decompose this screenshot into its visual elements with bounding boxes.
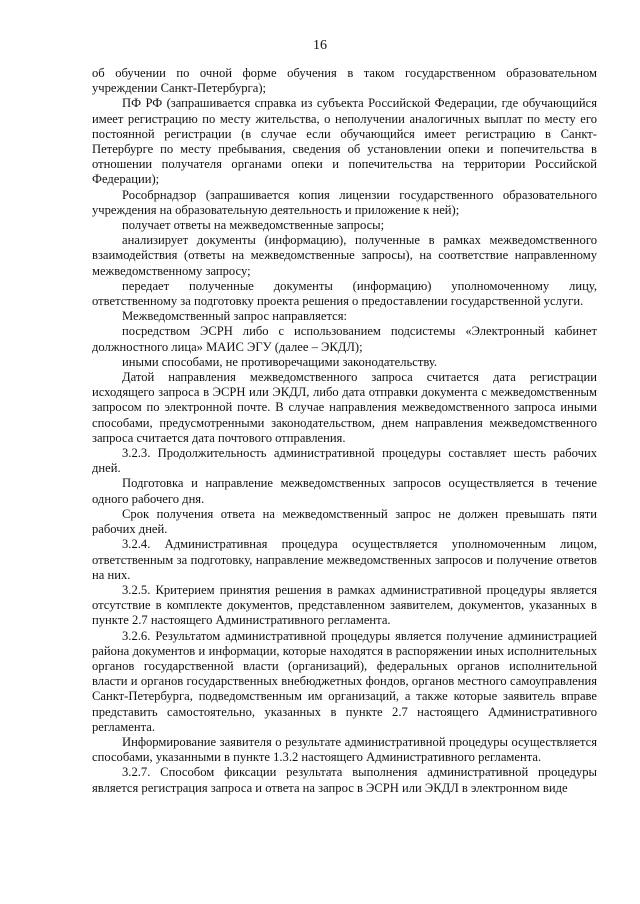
paragraph: 3.2.7. Способом фиксации результата выполнения административной процедуры является регистрация запроса и ответа на запрос в ЭСРН или ЭКДЛ в электронном виде [92,765,597,795]
paragraph: посредством ЭСРН либо с использованием подсистемы «Электронный кабинет должностного лица» МАИС ЭГУ (далее – ЭКДЛ); [92,324,597,354]
page-number: 16 [313,38,327,53]
paragraph: анализирует документы (информацию), полученные в рамках межведомственного взаимодействия (ответы на межведомственные запросы), на соответствие направленному межведомственному запросу; [92,233,597,278]
paragraph: 3.2.6. Результатом административной процедуры является получение администрацией района документов и информации, которые находятся в распоряжении иных исполнительных органов государственной власти (организаций), федеральных органов исполнительной власти и органов государственных внебюджетных фондов, органов местного самоуправления Санкт-Петербурга, подведомственным им организаций, а также которые заявитель вправе представить самостоятельно, указанных в пункте 2.7 настоящего Административного регламента. [92,628,597,734]
paragraph: Рособрнадзор (запрашивается копия лицензии государственного образовательного учреждения на образовательную деятельность и приложение к ней); [92,187,597,217]
paragraph: Информирование заявителя о результате административной процедуры осуществляется способами, указанными в пункте 1.3.2 настоящего Административного регламента. [92,734,597,765]
paragraph: получает ответы на межведомственные запросы; [122,218,385,233]
paragraph: Датой направления межведомственного запроса считается дата регистрации исходящего запроса в ЭСРН или ЭКДЛ, либо дата отправки документа с межведомственным запросом по электронной почте. В случае направления межведомственного запроса иными способами, предусмотренными законодательством, днем направления межведомственного запроса считается дата почтового отправления. [92,370,597,445]
paragraph: 3.2.4. Административная процедура осуществляется уполномоченным лицом, ответственным за подготовку, направление межведомственных запросов и получение ответов на них. [92,537,597,582]
paragraph: Межведомственный запрос направляется: [122,309,347,324]
paragraph: передает полученные документы (информацию) уполномоченному лицу, ответственному за подготовку проекта решения о предоставлении государственной услуги. [92,278,597,309]
paragraph: 3.2.3. Продолжительность административной процедуры составляет шесть рабочих дней. [92,446,597,476]
paragraph: Срок получения ответа на межведомственный запрос не должен превышать пяти рабочих дней. [92,506,597,537]
paragraph: Подготовка и направление межведомственных запросов осуществляется в течение одного рабочего дня. [92,476,597,506]
paragraph: 3.2.5. Критерием принятия решения в рамках административной процедуры является отсутствие в комплекте документов, представленном заявителем, документов, указанных в пункте 2.7 настоящего Административного регламента. [92,582,597,628]
document-body [92,66,597,796]
paragraph: иными способами, не противоречащими законодательству. [122,354,438,369]
paragraph: об обучении по очной форме обучения в таком государственном образовательном учреждении Санкт-Петербурга); [92,66,597,96]
paragraph: ПФ РФ (запрашивается справка из субъекта Российской Федерации, где обучающийся имеет регистрацию по месту жительства, о неполучении аналогичных выплат по месту его постоянной регистрации (в случае если обучающийся имеет регистрацию в Санкт-Петербурге по месту пребывания, сведения об установлении опеки и попечительства в отношении получателя органами опеки и попечительства на территории Российской Федерации); [92,96,597,187]
